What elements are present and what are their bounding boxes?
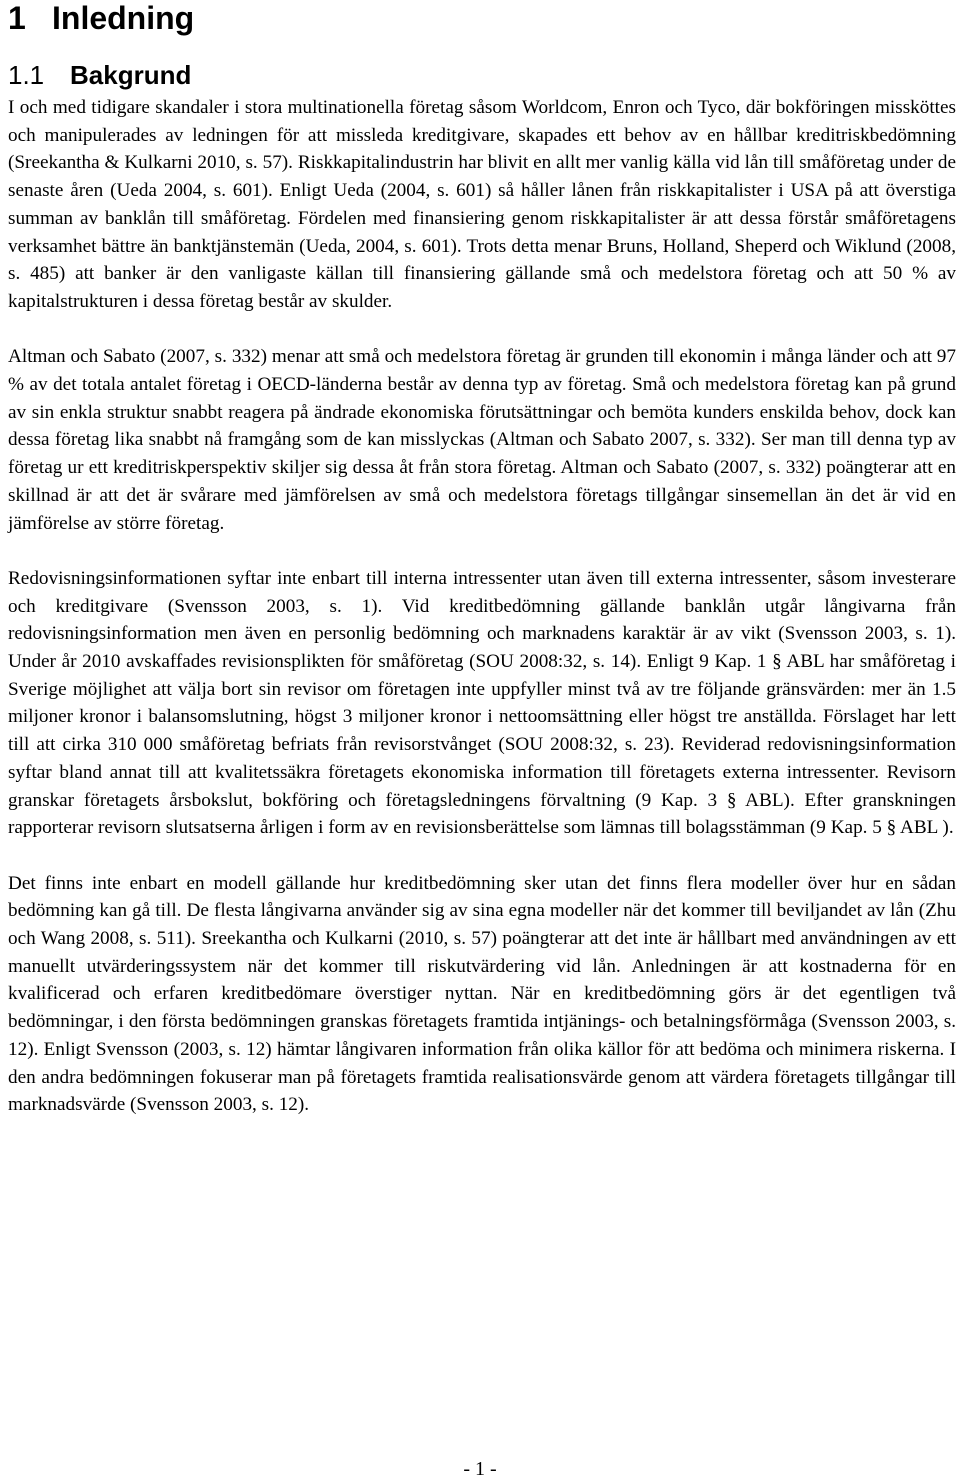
paragraph-1: I och med tidigare skandaler i stora multinationella företag såsom Worldcom, Enron och Tyco, där bokföringen missköttes och manipulerades av ledningen för att missleda kreditgivare, skapades ett behov av en hållbar kreditriskbedömning (Sreekantha & Kulkarni 2010, s. 57). Riskkapitalindustrin har blivit en allt mer vanlig källa vid lån till småföretag under de senaste åren (Ueda 2004, s. 601). Enligt Ueda (2004, s. 601) så håller lånen från riskkapitalister i USA på att överstiga summan av banklån till småföretag. Fördelen med finansiering genom riskkapitalister är att dessa förstår småföretagens verksamhet bättre än banktjänstemän (Ueda, 2004, s. 601). Trots detta menar Bruns, Holland, Sheperd och Wiklund (2008, s. 485) att banker är den vanligaste källan till finansiering gällande små och medelstora företag och att 50 % av kapitalstrukturen i dessa företag består av skulder.	[8, 97, 956, 312]
chapter-heading	[8, 0, 956, 36]
section-number: 1.1	[8, 60, 45, 90]
paragraph-4: Det finns inte enbart en modell gällande hur kreditbedömning sker utan det finns flera modeller över hur en sådan bedömning kan gå till. De flesta långivarna använder sig av sina egna modeller när det kommer till beviljandet av lån (Zhu och Wang 2008, s. 511). Sreekantha och Kulkarni (2010, s. 57) poängterar att det inte är hållbart med användningen av ett manuellt utvärderingssystem när det kommer till riskutvärdering vid lån. Anledningen är att kostnaderna för en kvalificerad och erfaren kreditbedömare överstiger nyttan. När en kreditbedömning görs är det egentligen två bedömningar, i den första bedömningen granskas företagets framtida intjänings- och betalningsförmåga (Svensson 2003, s. 12). Enligt Svensson (2003, s. 12) hämtar långivaren information från olika källor för att bedöma och minimera riskerna. I den andra bedömningen fokuserar man på företagets framtida realisationsvärde genom att värdera företagets tillgångar till marknadsvärde (Svensson 2003, s. 12).	[8, 872, 956, 1116]
paragraph-3: Redovisningsinformationen syftar inte enbart till interna intressenter utan även till externa intressenter, såsom investerare och kreditgivare (Svensson 2003, s. 1). Vid kreditbedömning gällande banklån utgår långivarna från redovisningsinformation men även en personlig bedömning och marknadens karaktär är av vikt (Svensson 2003, s. 1). Under år 2010 avskaffades revisionsplikten för småföretag (SOU 2008:32, s. 14). Enligt 9 Kap. 1 § ABL har småföretag i Sverige möjlighet att välja bort sin revisor om företagen inte uppfyller minst två av tre följande gränsvärden: mer än 1.5 miljoner kronor i balansomslutning, högst 3 miljoner kronor i nettoomsättning eller högst tre anställda. Förslaget har lett till att cirka 310 000 småföretag befriats från revisorstvånget (SOU 2008:32, s. 23). Reviderad redovisningsinformation syftar bland annat till att kvalitetssäkra företagets ekonomiska information till företagets externa intressenter. Revisorn granskar företagets årsbokslut, bokföring och företagsledningens förvaltning (9 Kap. 3 § ABL). Efter granskningen rapporterar revisorn slutsatserna årligen i form av en revisionsberättelse som lämnas till bolagsstämman (9 Kap. 5 § ABL ).	[8, 567, 956, 839]
document-page	[8, 0, 956, 1119]
chapter-number: 1	[8, 0, 26, 36]
section-heading	[8, 60, 956, 90]
paragraph-2: Altman och Sabato (2007, s. 332) menar att små och medelstora företag är grunden till ekonomin i många länder och att 97 % av det totala antalet företag i OECD-länderna består av denna typ av företag. Små och medelstora företag kan på grund av sin enkla struktur snabbt reagera på ändrade ekonomiska förutsättningar och bemöta kunders enskilda behov, dock kan dessa företag lika snabbt nå framgång som de kan misslyckas (Altman och Sabato 2007, s. 332). Ser man till denna typ av företag ur ett kreditriskperspektiv skiljer sig dessa åt från stora företag. Altman och Sabato (2007, s. 332) poängterar att en skillnad är att det är svårare med jämförelsen av små och medelstora företags tillgångar sinsemellan än det är vid en jämförelse av större företag.	[8, 346, 956, 534]
chapter-title: Inledning	[52, 0, 195, 36]
page-number: - 1 -	[463, 1458, 497, 1480]
section-title: Bakgrund	[70, 60, 192, 90]
